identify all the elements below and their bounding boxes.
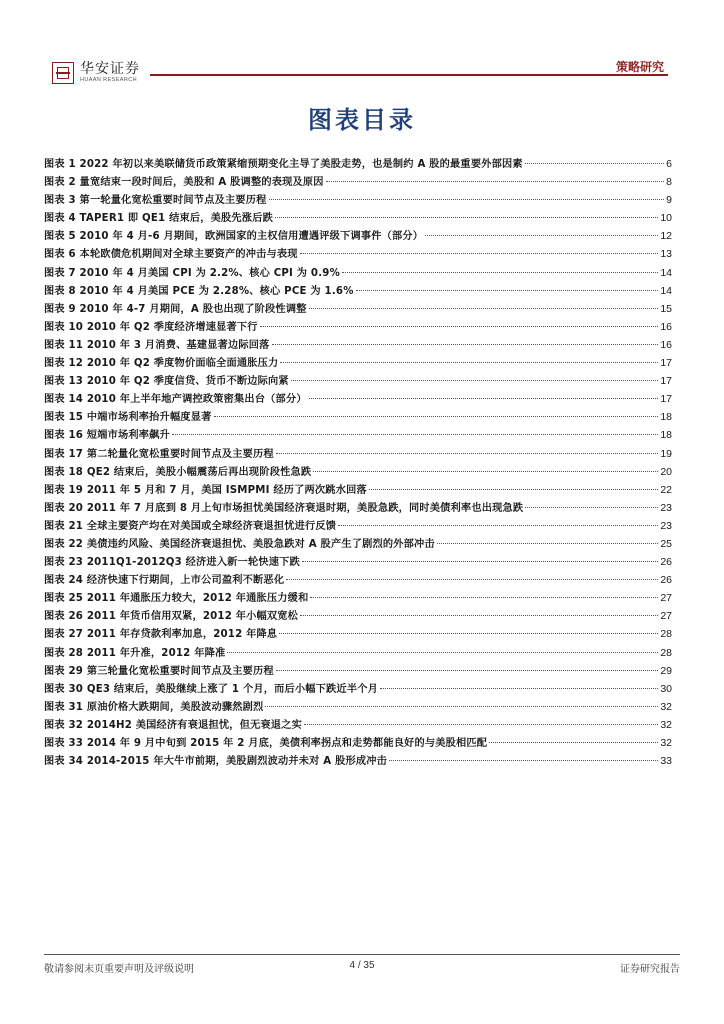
toc-entry-label: 图表 12 2010 年 Q2 季度物价面临全面通胀压力 [44, 358, 279, 370]
toc-entry-label: 图表 19 2011 年 5 月和 7 月，美国 ISMPMI 经历了两次跳水回落 [44, 484, 367, 496]
toc-entry-page: 14 [660, 266, 672, 279]
toc-entry[interactable] [44, 227, 672, 245]
toc-entry-label: 图表 8 2010 年 4 月美国 PCE 为 2.28%、核心 PCE 为 1.6% [44, 285, 354, 297]
toc-entry[interactable] [44, 571, 672, 589]
toc-entry-label: 图表 6 本轮欧债危机期间对全球主要资产的冲击与表现 [44, 249, 298, 261]
toc-dot-leader [342, 272, 658, 273]
toc-entry-page: 20 [660, 465, 672, 478]
toc-entry-page: 17 [660, 357, 672, 370]
page-title: 图表目录 [308, 106, 416, 134]
toc-dot-leader [280, 362, 658, 363]
toc-dot-leader [265, 706, 658, 707]
toc-dot-leader [380, 688, 658, 689]
toc-entry-page: 30 [660, 682, 672, 695]
toc-entry[interactable] [44, 318, 672, 336]
toc-dot-leader [275, 217, 658, 218]
toc-entry-label: 图表 1 2022 年初以来美联储货币政策紧缩预期变化主导了美股走势，也是制约 A 股的最重要外部因素 [44, 159, 523, 170]
toc-entry[interactable] [44, 390, 672, 408]
toc-entry-label: 图表 11 2010 年 3 月消费、基建显著边际回落 [44, 339, 270, 351]
toc-entry[interactable] [44, 209, 672, 227]
toc-entry-label: 图表 4 TAPER1 即 QE1 结束后，美股先涨后跌 [44, 213, 273, 225]
toc-entry-page: 32 [660, 737, 672, 749]
footer-disclaimer: 敬请参阅末页重要声明及评级说明 [44, 964, 194, 975]
toc-dot-leader [279, 633, 658, 634]
toc-entry[interactable] [44, 589, 672, 607]
toc-dot-leader [309, 308, 659, 309]
toc-dot-leader [172, 434, 658, 435]
toc-entry[interactable] [44, 625, 672, 643]
toc-entry-label: 图表 18 QE2 结束后，美股小幅震荡后再出现阶段性急跌 [44, 466, 312, 478]
toc-entry-page: 17 [660, 375, 672, 388]
toc-entry-label: 图表 3 第一轮量化宽松重要时间节点及主要历程 [44, 195, 267, 207]
toc-entry-page: 26 [660, 574, 672, 587]
toc-entry[interactable] [44, 300, 672, 318]
toc-entry-label: 图表 29 第三轮量化宽松重要时间节点及主要历程 [44, 665, 274, 677]
toc-entry[interactable] [44, 336, 672, 354]
toc-entry[interactable] [44, 245, 672, 263]
toc-entry-page: 9 [666, 194, 672, 207]
toc-entry[interactable] [44, 680, 672, 698]
toc-entry-page: 23 [660, 519, 672, 532]
toc-entry[interactable] [44, 644, 672, 662]
toc-dot-leader [356, 290, 659, 291]
toc-entry[interactable] [44, 734, 672, 752]
toc-dot-leader [276, 453, 658, 454]
toc-entry-page: 25 [660, 537, 672, 550]
toc-dot-leader [302, 561, 658, 562]
toc-entry[interactable] [44, 282, 672, 300]
toc-dot-leader [227, 652, 658, 653]
toc-entry-page: 12 [660, 230, 672, 243]
toc-dot-leader [300, 253, 659, 254]
toc-entry-label: 图表 20 2011 年 7 月底到 8 月上旬市场担忧美国经济衰退时期，美股急跌，同时美债利率也出现急跌 [44, 502, 524, 514]
toc-entry-page: 27 [660, 592, 672, 605]
toc-entry-label: 图表 21 全球主要资产均在对美国或全球经济衰退担忧进行反馈 [44, 520, 337, 532]
toc-entry-page: 6 [666, 158, 672, 170]
toc-entry-label: 图表 31 原油价格大跌期间，美股波动骤然剧烈 [44, 701, 264, 713]
toc-entry-label: 图表 22 美债违约风险、美国经济衰退担忧、美股急跌对 A 股产生了剧烈的外部冲击 [44, 538, 435, 550]
toc-entry[interactable] [44, 607, 672, 625]
toc-dot-leader [272, 344, 659, 345]
toc-entry-page: 26 [660, 556, 672, 569]
toc-entry-label: 图表 33 2014 年 9 月中旬到 2015 年 2 月底，美债利率拐点和走势都能良好的与美股相匹配 [44, 738, 488, 749]
toc-entry-label: 图表 24 经济快速下行期间，上市公司盈利不断恶化 [44, 575, 285, 587]
toc-dot-leader [269, 199, 665, 200]
logo-name-cn: 华安证券 [80, 61, 140, 77]
toc-entry-label: 图表 34 2014-2015 年大牛市前期，美股剧烈波动并未对 A 股形成冲击 [44, 756, 388, 768]
toc-entry-label: 图表 27 2011 年存贷款利率加息，2012 年降息 [44, 629, 278, 641]
toc-entry-page: 16 [660, 338, 672, 351]
page-header [0, 0, 724, 90]
toc-entry[interactable] [44, 264, 672, 282]
toc-dot-leader [437, 543, 658, 544]
toc-dot-leader [304, 724, 658, 725]
toc-dot-leader [338, 525, 658, 526]
page-number: 4 / 35 [349, 960, 375, 971]
toc-dot-leader [309, 398, 659, 399]
toc-entry-page: 29 [660, 664, 672, 677]
toc-dot-leader [425, 235, 658, 236]
toc-entry-page: 19 [660, 447, 672, 460]
header-divider [150, 74, 668, 76]
toc-entry-page: 18 [660, 411, 672, 424]
toc-dot-leader [525, 507, 658, 508]
toc-entry[interactable] [44, 553, 672, 571]
toc-dot-leader [291, 380, 659, 381]
toc-entry-page: 27 [660, 610, 672, 623]
toc-entry-page: 14 [660, 284, 672, 297]
toc-entry-label: 图表 28 2011 年升准，2012 年降准 [44, 647, 226, 659]
toc-entry[interactable] [44, 499, 672, 517]
toc-entry[interactable] [44, 517, 672, 535]
toc-entry[interactable] [44, 426, 672, 444]
toc-dot-leader [310, 597, 658, 598]
footer-divider [44, 954, 680, 955]
toc-entry-label: 图表 9 2010 年 4-7 月期间，A 股也出现了阶段性调整 [44, 303, 307, 315]
toc-entry-page: 15 [660, 302, 672, 315]
toc-entry-page: 10 [660, 212, 672, 225]
logo-name-en: HUAAN RESEARCH [80, 77, 137, 83]
toc-dot-leader [326, 181, 664, 182]
toc-entry[interactable] [44, 155, 672, 173]
toc-entry-label: 图表 26 2011 年货币信用双紧，2012 年小幅双宽松 [44, 611, 299, 623]
toc-entry-label: 图表 16 短端市场利率飙升 [44, 430, 170, 442]
toc-dot-leader [313, 471, 658, 472]
toc-entry-page: 28 [660, 646, 672, 659]
toc-dot-leader [369, 489, 658, 490]
toc-entry-page: 18 [660, 429, 672, 442]
toc-entry-page: 32 [660, 700, 672, 713]
toc-entry-label: 图表 17 第二轮量化宽松重要时间节点及主要历程 [44, 448, 274, 460]
toc-entry-page: 32 [660, 718, 672, 731]
toc-entry[interactable] [44, 662, 672, 680]
toc-entry[interactable] [44, 191, 672, 209]
toc-dot-leader [300, 615, 658, 616]
chart-index-list [44, 155, 672, 770]
toc-entry[interactable] [44, 716, 672, 734]
toc-entry-page: 8 [666, 176, 672, 189]
page-footer [44, 960, 680, 974]
toc-entry-label: 图表 5 2010 年 4 月-6 月期间，欧洲国家的主权信用遭遇评级下调事件（部分） [44, 231, 424, 243]
toc-entry-label: 图表 15 中端市场利率抬升幅度显著 [44, 412, 212, 424]
toc-entry-label: 图表 13 2010 年 Q2 季度信贷、货币不断边际向紧 [44, 376, 289, 388]
toc-dot-leader [260, 326, 659, 327]
toc-entry-page: 17 [660, 393, 672, 406]
toc-entry[interactable] [44, 481, 672, 499]
footer-doc-type: 证券研究报告 [620, 964, 680, 975]
toc-dot-leader [214, 416, 659, 417]
toc-entry-page: 22 [660, 483, 672, 496]
toc-dot-leader [525, 163, 664, 164]
toc-entry[interactable] [44, 752, 672, 770]
toc-entry[interactable] [44, 698, 672, 716]
toc-entry-page: 23 [660, 501, 672, 514]
toc-entry-label: 图表 23 2011Q1-2012Q3 经济进入新一轮快速下跌 [44, 557, 300, 569]
toc-entry-label: 图表 7 2010 年 4 月美国 CPI 为 2.2%、核心 CPI 为 0.9% [44, 267, 340, 279]
toc-entry-label: 图表 30 QE3 结束后，美股继续上涨了 1 个月，而后小幅下跌近半个月 [44, 683, 378, 695]
company-logo [52, 62, 140, 84]
toc-entry-label: 图表 32 2014H2 美国经济有衰退担忧，但无衰退之实 [44, 719, 302, 731]
toc-dot-leader [489, 742, 658, 743]
logo-seal-icon [52, 62, 74, 84]
toc-entry-page: 16 [660, 320, 672, 333]
toc-entry[interactable] [44, 408, 672, 426]
toc-entry-page: 28 [660, 628, 672, 641]
toc-entry[interactable] [44, 173, 672, 191]
toc-entry-label: 图表 10 2010 年 Q2 季度经济增速显著下行 [44, 321, 258, 333]
toc-entry-page: 33 [660, 755, 672, 768]
toc-entry-label: 图表 25 2011 年通胀压力较大，2012 年通胀压力缓和 [44, 593, 309, 605]
toc-entry[interactable] [44, 445, 672, 463]
toc-entry[interactable] [44, 535, 672, 553]
report-section-label: 策略研究 [615, 60, 664, 74]
toc-dot-leader [286, 579, 658, 580]
toc-dot-leader [276, 670, 658, 671]
toc-entry[interactable] [44, 463, 672, 481]
toc-entry-label: 图表 14 2010 年上半年地产调控政策密集出台（部分） [44, 394, 307, 406]
toc-entry-page: 13 [660, 248, 672, 261]
toc-dot-leader [389, 760, 658, 761]
toc-entry-label: 图表 2 量宽结束一段时间后，美股和 A 股调整的表现及原因 [44, 177, 324, 189]
toc-entry[interactable] [44, 354, 672, 372]
toc-entry[interactable] [44, 372, 672, 390]
